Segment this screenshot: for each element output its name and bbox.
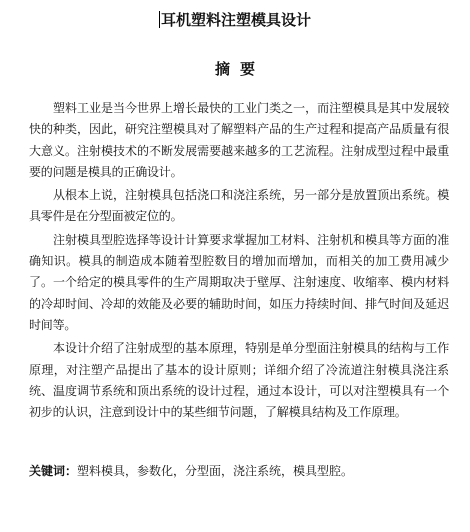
abstract-paragraph-4: 本设计介绍了注射成型的基本原理，特别是单分型面注射模具的结构与工作原理，对注塑产品提出了基本的设计原则；详细介绍了冷流道注射模具浇注系统、温度调节系统和顶出系统的设计过程，通过本设计，可以对注塑模具有一个初步的认识，注意到设计中的某些细节问题，了解模具结构及工作原理。 <box>29 341 449 420</box>
abstract-paragraph-3: 注射模具型腔选择等设计计算要求掌握加工材料、注射机和模具等方面的准确知识。模具的制造成本随着型腔数目的增加而增加，而相关的加工费用减少了。一个给定的模具零件的生产周期取决于壁厚、注射速度、收缩率、模内材料的冷却时间、冷却的效能及必要的辅助时间，如压力持续时间、排气时间及延迟时间等。 <box>29 232 449 332</box>
abstract-body <box>29 98 449 425</box>
keywords-line <box>29 461 449 481</box>
document-title <box>0 8 470 32</box>
abstract-paragraph-1: 塑料工业是当今世界上增长最快的工业门类之一，而注塑模具是其中发展较快的种类，因此，研究注塑模具对了解塑料产品的生产过程和提高产品质量有很大意义。注射模技术的不断发展需要越来越多的工艺流程。注射成型过程中最重要的问题是模具的正确设计。 <box>29 101 449 179</box>
abstract-heading: 摘要 <box>214 60 265 78</box>
text-cursor <box>159 11 160 28</box>
abstract-paragraph-2: 从根本上说，注射模具包括浇口和浇注系统，另一部分是放置顶出系统。模具零件是在分型面被定位的。 <box>29 188 449 224</box>
keywords-label: 关键词： <box>29 464 78 478</box>
document-title-text: 耳机塑料注塑模具设计 <box>160 11 311 29</box>
keywords-text: 塑料模具，参数化，分型面，浇注系统，模具型腔。 <box>77 464 354 478</box>
